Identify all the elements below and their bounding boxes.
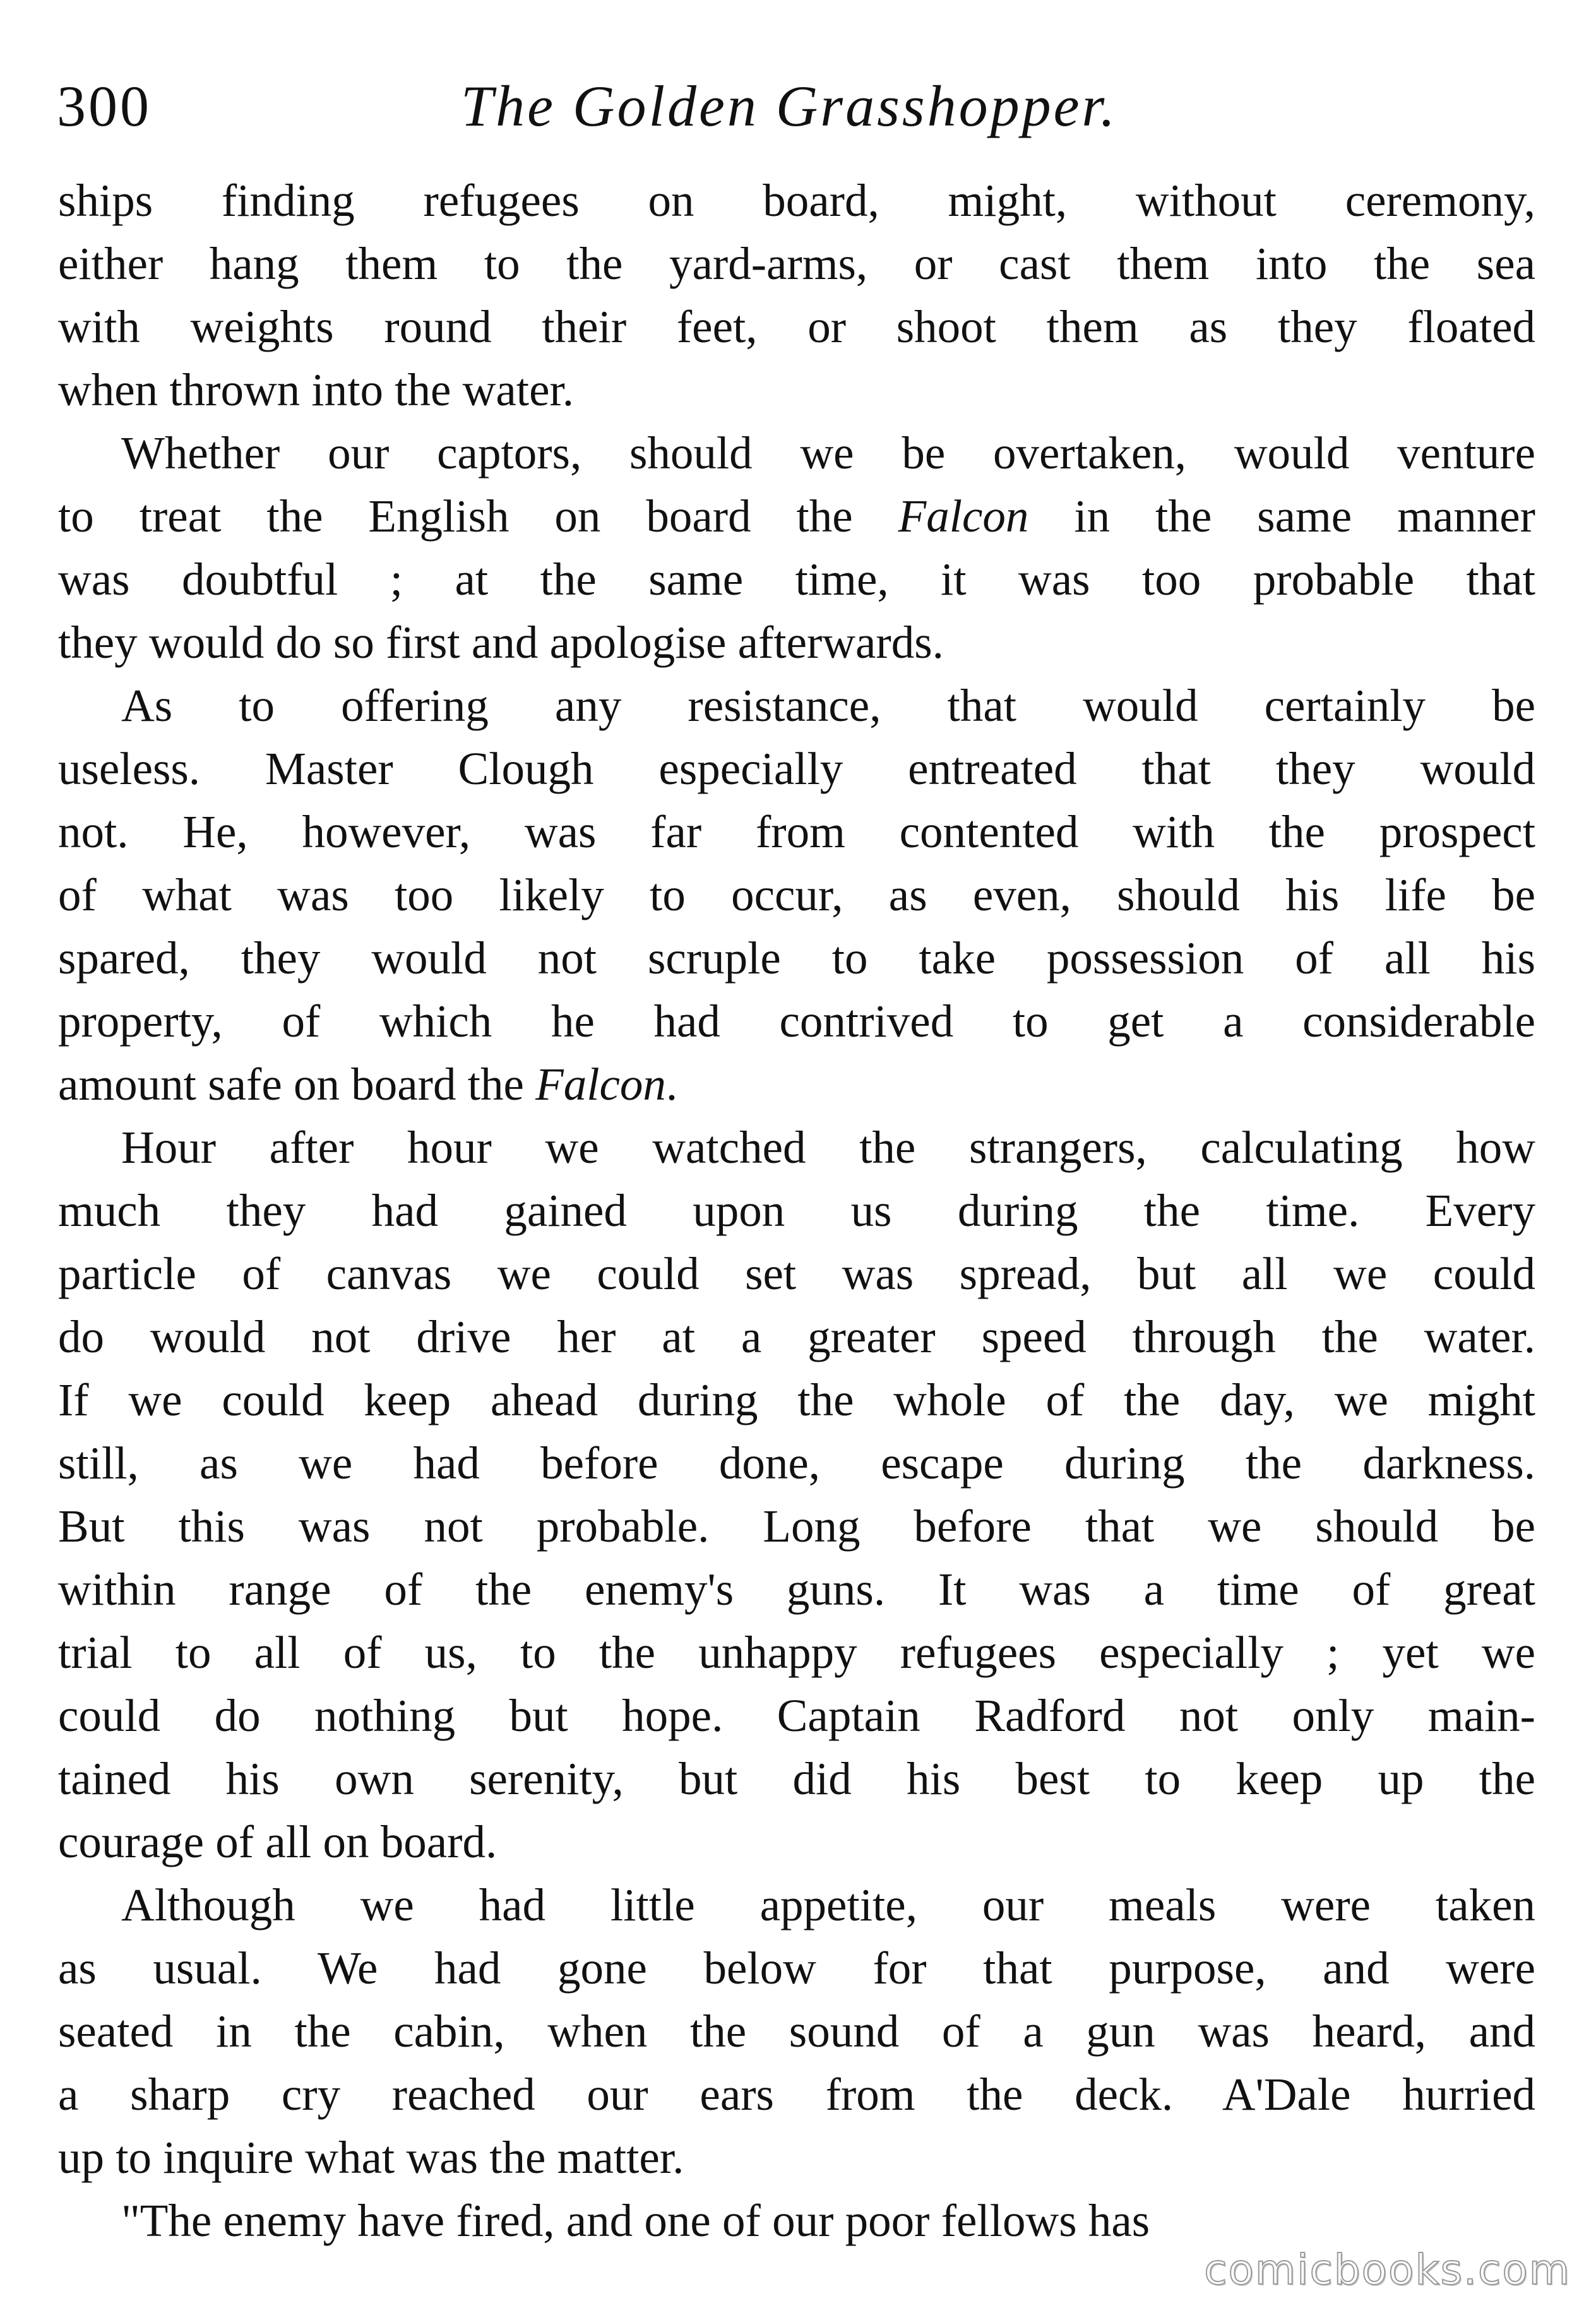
text-line: was doubtful ; at the same time, it was too probable that [58, 554, 1535, 605]
text-line: property, of which he had contrived to get a considerable [58, 996, 1535, 1047]
text-line: with weights round their feet, or shoot them as they floated [58, 301, 1535, 352]
text-line: as usual. We had gone below for that purpose, and were [58, 1942, 1535, 1994]
text-line: up to inquire what was the matter. [58, 2132, 684, 2183]
paragraph [58, 422, 1535, 674]
text-line: useless. Master Clough especially entreated that they would [58, 743, 1535, 794]
watermark: comicbooks.com [1204, 2246, 1571, 2294]
text-line: particle of canvas we could set was spread, but all we could [58, 1248, 1535, 1299]
text-line: either hang them to the yard-arms, or cast them into the sea [58, 238, 1535, 289]
text-line: Whether our captors, should we be overtaken, would venture [121, 427, 1535, 479]
text-line: Although we had little appetite, our meals were taken [121, 1879, 1535, 1930]
text-line: within range of the enemy's guns. It was a time of great [58, 1564, 1535, 1615]
text-line: of what was too likely to occur, as even, should his life be [58, 869, 1535, 920]
text-line: seated in the cabin, when the sound of a gun was heard, and [58, 2006, 1535, 2057]
text-line: spared, they would not scruple to take possession of all his [58, 932, 1535, 984]
text-line: ships finding refugees on board, might, without ceremony, [58, 175, 1535, 226]
text-line: As to offering any resistance, that would certainly be [121, 680, 1535, 731]
text-line: much they had gained upon us during the time. Every [58, 1185, 1535, 1236]
text-line: do would not drive her at a greater speed through the water. [58, 1311, 1535, 1362]
text-line: trial to all of us, to the unhappy refugees especially ; yet we [58, 1627, 1535, 1678]
page-header [57, 68, 1540, 144]
text-line: a sharp cry reached our ears from the deck. A'Dale hurried [58, 2069, 1535, 2120]
paragraph [58, 169, 1535, 422]
text-line: courage of all on board. [58, 1816, 497, 1867]
text-line: amount safe on board the Falcon. [58, 1059, 678, 1110]
text-line: not. He, however, was far from contented with the prospect [58, 806, 1535, 857]
text-line: tained his own serenity, but did his best to keep up the [58, 1753, 1535, 1804]
paragraph [58, 1874, 1535, 2189]
italic-term: Falcon [535, 1059, 666, 1110]
text-line: they would do so first and apologise afterwards. [58, 617, 944, 668]
page-number: 300 [57, 74, 152, 138]
text-line: could do nothing but hope. Captain Radford not only main- [58, 1690, 1535, 1741]
paragraph [58, 674, 1535, 1116]
text-line: "The enemy have fired, and one of our poor fellows has [121, 2195, 1150, 2246]
body-text [58, 169, 1535, 2252]
text-line: to treat the English on board the Falcon in the same manner [58, 491, 1535, 542]
paragraph [58, 1116, 1535, 1874]
paragraph [58, 2189, 1535, 2252]
text-line: when thrown into the water. [58, 364, 575, 415]
text-line: Hour after hour we watched the strangers, calculating how [121, 1122, 1535, 1173]
text-line: But this was not probable. Long before that we should be [58, 1501, 1535, 1552]
italic-term: Falcon [898, 491, 1029, 542]
text-line: still, as we had before done, escape during the darkness. [58, 1437, 1535, 1489]
running-title: The Golden Grasshopper. [461, 74, 1118, 138]
text-line: If we could keep ahead during the whole of the day, we might [58, 1374, 1535, 1425]
